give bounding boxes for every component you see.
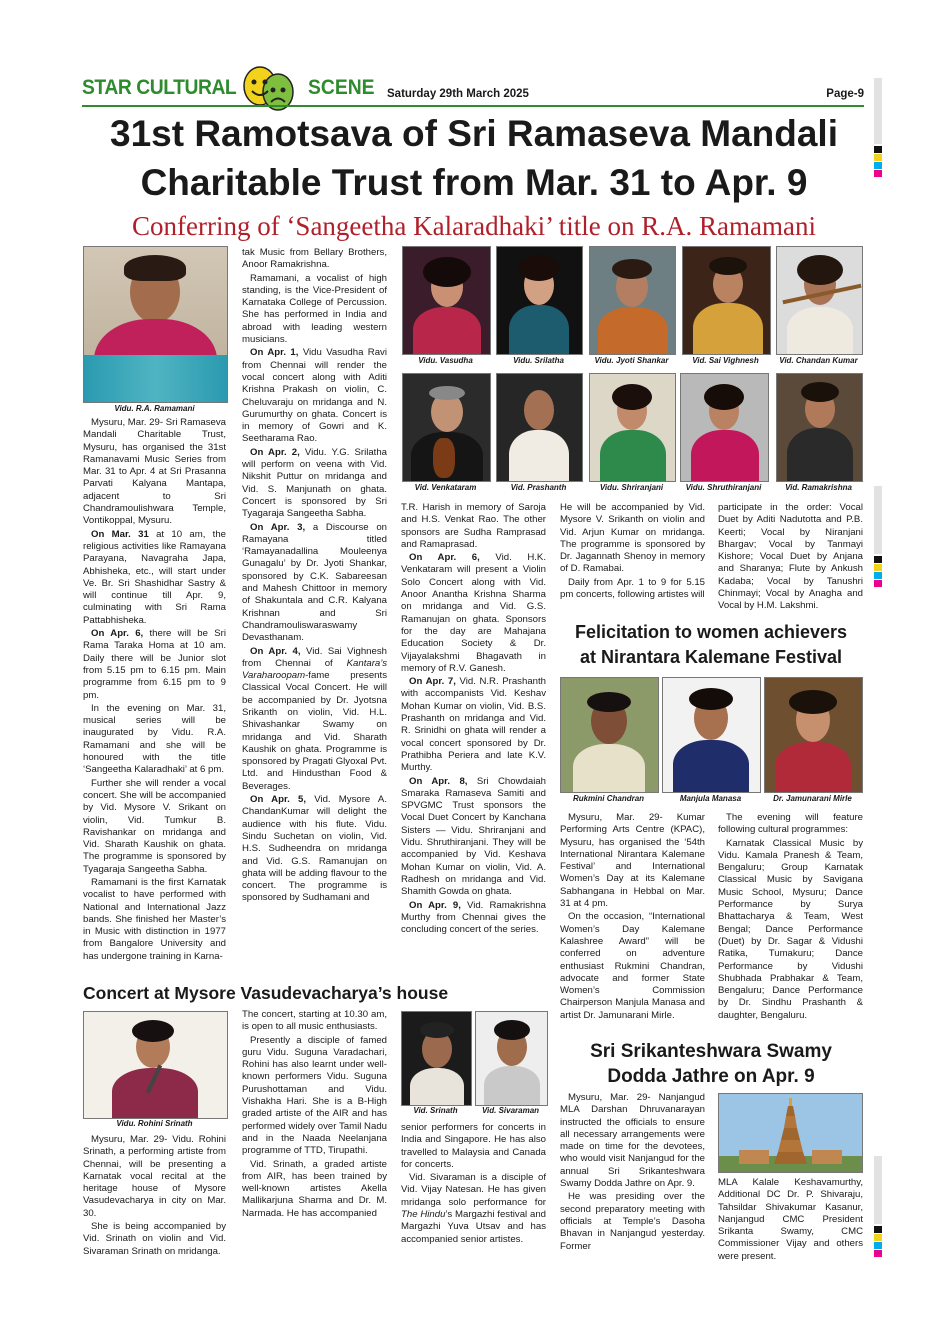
photo-jyoti-shankar: [589, 246, 676, 355]
photo-srinath: [401, 1011, 472, 1106]
article-paragraph: On Apr. 5, Vid. Mysore A. ChandanKumar will delight the audience with his flute. Vidu. Sindu Suchetan on violin, Vid. H.S. Sudheendra on mridanga and Vid. G.S. Ramanujan on ghata will be adding flavour to the concert. The programme is sponsored by Sudhamani and: [242, 794, 387, 904]
masthead-date: Saturday 29th March 2025: [387, 88, 529, 100]
color-swatch-black: [874, 1226, 882, 1233]
article-paragraph: The concert, starting at 10.30 am, is open to all music enthusiasts.: [242, 1009, 387, 1033]
caption-prashanth: Vid. Prashanth: [510, 483, 567, 492]
caption-sivaraman: Vid. Sivaraman: [481, 1106, 540, 1115]
color-swatch-cyan: [874, 1242, 882, 1249]
photo-srilatha: [496, 246, 583, 355]
masthead: [82, 72, 864, 108]
caption-srilatha: Vidu. Srilatha: [513, 356, 564, 365]
color-swatch-magenta: [874, 580, 882, 587]
color-swatch-cyan: [874, 162, 882, 169]
photo-prashanth: [496, 373, 583, 482]
photo-rukmini-chandran: [560, 677, 659, 793]
color-swatch-magenta: [874, 1250, 882, 1257]
article-paragraph: Vid. Srinath, a graded artiste from AIR, has been trained by well-known artistes Akella Mallikarjuna Sharma and Dr. M. Narmada. He has accompanied: [242, 1158, 387, 1219]
photo-vasudha: [402, 246, 491, 355]
jathre-headline-line2: Dodda Jathre on Apr. 9: [607, 1066, 815, 1087]
color-swatch-yellow: [874, 564, 882, 571]
photo-shruthiranjani: [680, 373, 769, 482]
concert-column-3: [401, 1122, 546, 1247]
article-paragraph: On Apr. 6, there will be Sri Rama Taraka Homa at 10 am. Daily there will be Junior slot from 5.15 pm to 6.15 pm. Main programme from 6.15 pm to 9 pm.: [83, 628, 226, 701]
article-paragraph: On Apr. 8, Sri Chowdaiah Smaraka Ramaseva Samiti and SPVGMC Trust sponsors the Vocal Duet Concert by Kanchana Sisters — Vidu. Shriranjani and Vidu. Shruthiranjani. They will be accompanied by Vid. Keshava Mohan Kumar on violin, Vid. A. Radhesh on mridanga and Vid. Shamith Gowda on ghata.: [401, 775, 546, 898]
caption-venkataram: Vid. Venkataram: [414, 483, 477, 492]
article-paragraph: On Apr. 3, a Discourse on Ramayana titled ‘Ramayanadallina Mouleenya Gunagalu’ by Dr. Jyoti Shankar, sponsored by C.K. Sabareesan and Mahesh Chittoor in memory of Shakuntala and C.R. Kalyana Krishnan and Sri Chandramouliswaraswamy Devasthanam.: [242, 521, 387, 644]
photo-venkataram: [402, 373, 491, 482]
article-paragraph: Further she will render a vocal concert. She will be accompanied by Vid. Mysore V. Srikant on violin, Vid. Tumkur B. Ravishankar on mridanga and Vid. Sharath Kaushik on ghata. The programme is sponsored by Tyagaraja Sangeetha Sabha.: [83, 777, 226, 875]
felicitation-column-2: [718, 812, 863, 1023]
felicitation-column-1: [560, 812, 705, 1023]
article-paragraph: Mysuru, Mar. 29- Nanjangud MLA Darshan Dhruvanarayan instructed the officials to ensure all necessary arrangements were made on time for the devotees, who would visit Nanjangud for the annual Sri Srikanteshwara Swamy Dodda Jathre on Apr. 9.: [560, 1092, 705, 1190]
masthead-title-left: STAR CULTURAL: [82, 76, 237, 99]
article-paragraph: Mysuru, Mar. 29- Sri Ramaseva Mandali Charitable Trust, Mysuru, has organised the 31st Ramanavami Music Series from Mar. 31 to Apr. 4 at Sri Prasanna Parvati Kalyana Mantapa, adjacent to Sri Chandramoulishwara Temple, Vontikoppal, Mysuru.: [83, 417, 226, 527]
color-swatch-magenta: [874, 170, 882, 177]
color-swatch-yellow: [874, 154, 882, 161]
caption-ramakrishna: Vid. Ramakrishna: [785, 483, 852, 492]
caption-manjula-manasa: Manjula Manasa: [679, 794, 742, 803]
article-paragraph: He was presiding over the second preparatory meeting with officials at Temple’s Dasoha Bhavan in Nanjangud yesterday. Former: [560, 1191, 705, 1252]
masthead-rule: [82, 105, 864, 107]
article-paragraph: Karnatak Classical Music by Vidu. Kamala Pranesh & Team, Bengaluru; Group Karnatak Classical Music by Savigana Music School, Mysuru; Dance Performance by Surya Bhattacharya & Team, West Bengal; Dance Performance (Duet) by Dr. Sagar & Vidushi Ratika, Tumakuru; Dance Performance by Vidushi Shubhada Prabhakar & Team, Bengaluru; Dance Performance by Dr. Sindhu Prashanth & daughter, Bengaluru.: [718, 837, 863, 1021]
article-paragraph: On Apr. 2, Vidu. Y.G. Srilatha will perform on veena with Vid. Nikshit Puttur on mridanga and Vid. S. Manjunath on ghata. Concert is sponsored by Sri Tyagaraja Sangeetha Sabha.: [242, 446, 387, 520]
article-paragraph: Daily from Apr. 1 to 9 for 5.15 pm concerts, following artistes will: [560, 576, 705, 601]
main-headline-line2: Charitable Trust from Mar. 31 to Apr. 9: [140, 162, 808, 203]
photo-sivaraman: [475, 1011, 548, 1106]
felicitation-headline-line2: at Nirantara Kalemane Festival: [579, 647, 843, 667]
caption-rohini-srinath: Vidu. Rohini Srinath: [116, 1119, 193, 1128]
concert-column-1: [83, 1134, 226, 1259]
caption-vasudha: Vidu. Vasudha: [418, 356, 473, 365]
caption-shruthiranjani: Vidu. Shruthiranjani: [685, 483, 762, 492]
article-paragraph: On Apr. 7, Vid. N.R. Prashanth with accompanists Vid. Keshav Mohan Kumar on violin, Vid. B.S. Prashanth on mridanga and Vid. R. Srinidhi on ghata will render a vocal concert sponsored by Dr. Prathibha Periera and late K.V. Murthy.: [401, 676, 546, 774]
caption-rukmini-chandran: Rukmini Chandran: [572, 794, 645, 803]
concert-column-2: [242, 1009, 387, 1221]
article-paragraph: On Apr. 9, Vid. Ramakrishna Murthy from Chennai gives the concluding concert of the series.: [401, 899, 546, 936]
photo-manjula-manasa: [662, 677, 761, 793]
color-swatch-yellow: [874, 1234, 882, 1241]
article-paragraph: Ramamani, a vocalist of high standing, is the Vice-President of Karnataka College of Percussion. She has performed in India and abroad with leading western musicians.: [242, 272, 387, 346]
caption-jyoti-shankar: Vidu. Jyoti Shankar: [594, 356, 669, 365]
article-paragraph: On Apr. 1, Vidu Vasudha Ravi from Chennai will render the vocal concert along with Aditi Krishna Prakash on violin, C. Cheluvaraju on mridanga and N. Gurumurthy on ghata. Concert is in memory of Gowri and K. Seetharama Rao.: [242, 347, 387, 445]
jathre-headline-line1: Sri Srikanteshwara Swamy: [590, 1041, 832, 1062]
article-paragraph: He will be accompanied by Vid. Mysore V. Srikanth on violin and Vid. Arjun Kumar on mridanga. The programme is sponsored by Dr. Jagannath Shenoy in memory of D. Ramabai.: [560, 502, 705, 575]
color-swatch-black: [874, 556, 882, 563]
photo-shriranjani: [589, 373, 676, 482]
article-paragraph: In the evening on Mar. 31, musical series will be inaugurated by Vidu. R.A. Ramamani and she will be honoured with the title ‘Sangeetha Kalaradhaki’ at 6 pm.: [83, 702, 226, 776]
ramotsava-column-3: [401, 502, 546, 937]
article-paragraph: tak Music from Bellary Brothers, Anoor Ramakrishna.: [242, 247, 387, 271]
ramotsava-column-2: [242, 247, 387, 906]
photo-ramakrishna: [776, 373, 863, 482]
article-paragraph: She is being accompanied by Vid. Srinath on violin and Vid. Sivaraman Srinath on mridanga.: [83, 1221, 226, 1257]
photo-sai-vighnesh: [682, 246, 771, 355]
caption-sai-vighnesh: Vid. Sai Vighnesh: [692, 356, 759, 365]
article-paragraph: Presently a disciple of famed guru Vidu. Suguna Varadachari, Rohini has also learnt under well-known performers Vidu. Suguna Purushottaman and Vidu. Vishakha Hari. She is a B-High graded artiste of the AIR and has performed widely over Tamil Nadu and in the Naada Neelanjana programme of TTD, Tirupathi.: [242, 1034, 387, 1157]
article-paragraph: Mysuru, Mar. 29- Vidu. Rohini Srinath, a performing artiste from Chennai, will be presenting a Karnatak vocal recital at the heritage house of Mysore Vasudevacharya in city on Mar. 30.: [83, 1134, 226, 1219]
article-paragraph: Mysuru, Mar. 29- Kumar Performing Arts Centre (KPAC), Mysuru, has organised the ‘54th International Nirantara Kalemane Festival’ and International Women’s Day at its Kalemane Sabhangana in Hebbal on Mar. 31 at 4 pm.: [560, 812, 705, 910]
registration-bar-bottom: [874, 1156, 882, 1224]
article-paragraph: On Mar. 31 at 10 am, the religious activities like Ramayana Parayana, Navagraha Japa, Abhisheka, etc., will start under Ve. Br. Sri Shashidhar Sastry & will continue till Apr. 9, culminating with Sri Rama Pattabhisheka.: [83, 528, 226, 626]
photo-jamunarani-mirle: [764, 677, 863, 793]
registration-bar-top: [874, 78, 882, 144]
caption-chandan-kumar: Vid. Chandan Kumar: [779, 356, 858, 365]
photo-chandan-kumar: [776, 246, 863, 355]
ramotsava-column-1: [83, 417, 226, 964]
article-paragraph: T.R. Harish in memory of Saroja and H.S. Venkat Rao. The other sponsors are Sudha Ramprasad and Ramaprasad.: [401, 502, 546, 550]
article-paragraph: participate in the order: Vocal Duet by Aditi Nadutotta and P.B. Keerti; Vocal by Niranjani Bhargav; Vocal by Tanmayi Kishore; Vocal Duet by Anjana and Sharanya; Flute by Ankush Kadaba; Vocal by Tanushri Chinmayi; Vocal by Anagha and Vocal by H.M. Lakshmi.: [718, 502, 863, 612]
photo-rohini-srinath: [83, 1011, 228, 1119]
article-paragraph: The evening will feature following cultural programmes:: [718, 812, 863, 836]
ramotsava-column-4: [560, 502, 705, 602]
article-paragraph: Ramamani is the first Karnatak vocalist to have performed with National and International Jazz bands. She finished her Master’s in Music with distinction in 1977 from Bangalore University and has undergone training in Karna-: [83, 876, 226, 962]
photo-ramamani: [83, 246, 228, 403]
article-paragraph: MLA Kalale Keshavamurthy, Additional DC Dr. P. Shivaraju, Tahsildar Shivakumar Kasanur, Nanjangud CMC President Srikanta Swamy, CMC Commissioner Vijay and others were present.: [718, 1177, 863, 1262]
jathre-column-2: [718, 1177, 863, 1264]
photo-nanjangud-temple: [718, 1093, 863, 1173]
article-paragraph: On the occasion, “International Women’s Day Kalemane Kalashree Award” will be conferred on adventure enthusiast Rukmini Chandran, advocate and former State Women’s Commission Chairperson Manjula Manasa and artist Dr. Jamunarani Mirle.: [560, 911, 705, 1021]
masthead-page-number: Page-9: [826, 88, 864, 100]
registration-bar-middle: [874, 486, 882, 554]
caption-shriranjani: Vidu. Shriranjani: [599, 483, 664, 492]
main-headline-line1: 31st Ramotsava of Sri Ramaseva Mandali: [110, 113, 838, 154]
article-paragraph: On Apr. 4, Vid. Sai Vighnesh from Chennai of Kantara’s Varaharoopam-fame presents Classical Vocal Concert. He will be accompanied by Dr. Jyotsna Srikanth on violin, Vid. H.L. Shivashankar Swamy on mridanga and Vid. Sharath Kaushik on ghata. Programme is sponsored by Pragati Glyoxal Pvt. Ltd. and Hindusthan Food & Beverages.: [242, 645, 387, 792]
felicitation-headline-line1: Felicitation to women achievers: [574, 622, 848, 642]
article-paragraph: On Apr. 6, Vid. H.K. Venkataram will present a Violin Solo Concert along with Vid. Anoor Anantha Krishna Sharma on mridanga and Vid. G.S. Ramanujan on ghata. Sponsors for the day are Mahajana Education Society & Dr. Vijayalakshmi Bhagavath in memory of R.V. Ganesh.: [401, 552, 546, 674]
masthead-title-right: SCENE: [308, 76, 375, 99]
jathre-column-1: [560, 1092, 705, 1254]
concert-headline: Concert at Mysore Vasudevacharya’s house: [83, 983, 449, 1003]
article-paragraph: Vid. Sivaraman is a disciple of Vid. Vijay Natesan. He has given mridanga solo performance for The Hindu’s Margazhi festival and Margazhi Yuva Utsav and has accompanied senior artistes.: [401, 1172, 547, 1245]
color-swatch-cyan: [874, 572, 882, 579]
caption-ramamani: Vidu. R.A. Ramamani: [114, 404, 195, 413]
ramotsava-column-5: [718, 502, 863, 614]
caption-srinath: Vid. Srinath: [413, 1106, 458, 1115]
article-paragraph: senior performers for concerts in India and Singapore. He has also travelled to Malaysia and Canada for concerts.: [401, 1122, 546, 1170]
color-swatch-black: [874, 146, 882, 153]
main-subheadline: Conferring of ‘Sangeetha Kalaradhaki’ title on R.A. Ramamani: [131, 211, 817, 241]
caption-jamunarani-mirle: Dr. Jamunarani Mirle: [773, 794, 852, 803]
